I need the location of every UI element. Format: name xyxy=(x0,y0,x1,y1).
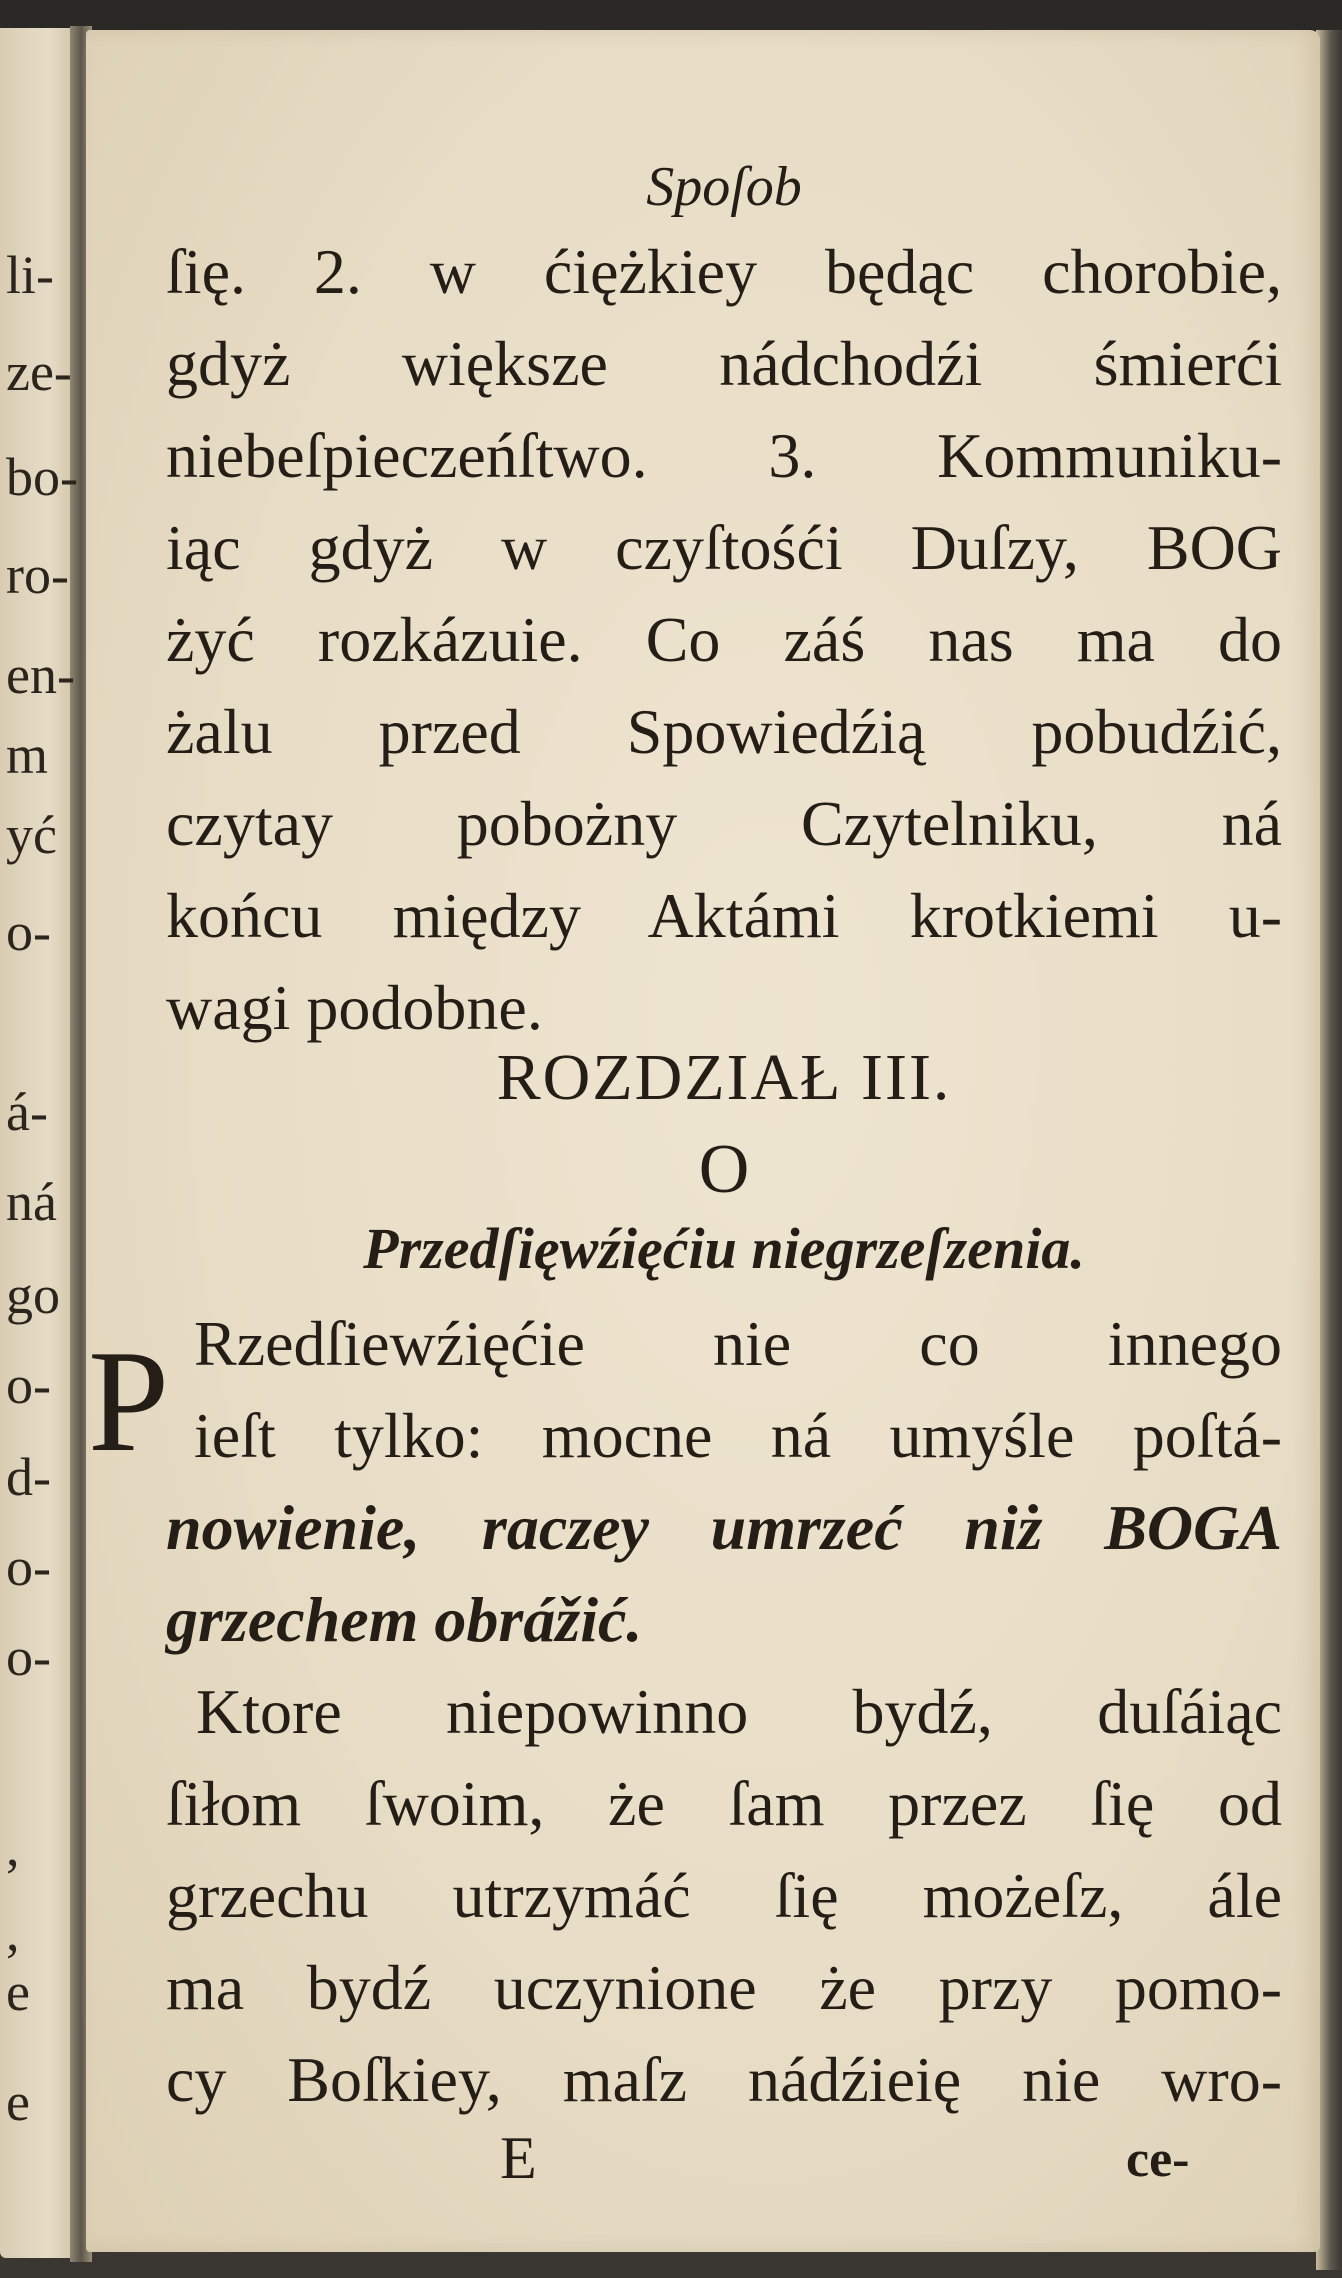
left-fragment: o- xyxy=(6,1537,51,1597)
body-line: czytay pobożny Czytelniku, ná xyxy=(166,788,1282,859)
left-fragment: o- xyxy=(6,1627,51,1687)
catchword: ce- xyxy=(1126,2131,1190,2188)
running-header: Spoſob xyxy=(646,156,802,218)
left-fragment: o- xyxy=(6,1355,51,1415)
left-fragment: e xyxy=(6,1962,30,2022)
left-fragment: en- xyxy=(6,645,75,705)
chapter-number: ROZDZIAŁ III. xyxy=(496,1041,952,1114)
left-fragment: ro- xyxy=(6,545,69,605)
left-fragment: , xyxy=(6,1902,20,1962)
paragraph-line: grzechem obrážić. xyxy=(166,1584,643,1655)
paragraph-line: ma bydź uczynione że przy pomo- xyxy=(166,1952,1282,2023)
left-fragment: go xyxy=(6,1265,60,1325)
chapter-o: O xyxy=(698,1131,750,1208)
left-fragment: li- xyxy=(6,245,54,305)
body-line: ſię. 2. w ćiężkiey będąc chorobie, xyxy=(166,236,1282,307)
body-line: gdyż większe nádchodźi śmierći xyxy=(166,328,1282,399)
left-fragment: bo- xyxy=(6,447,78,507)
paragraph-line: nowienie, raczey umrzeć niż BOGA xyxy=(166,1492,1282,1563)
left-fragment: yć xyxy=(6,805,57,865)
body-line: niebeſpieczeńſtwo. 3. Kommuniku- xyxy=(166,420,1282,491)
left-fragment: , xyxy=(6,1817,20,1877)
drop-capital: P xyxy=(88,1320,170,1482)
paragraph-line: ſiłom ſwoim, że ſam przez ſię od xyxy=(166,1768,1282,1839)
paragraph-line: Ktore niepowinno bydź, duſáiąc xyxy=(196,1676,1282,1747)
scan-background xyxy=(0,0,1342,34)
body-line: końcu między Aktámi krotkiemi u- xyxy=(166,880,1282,951)
main-page xyxy=(86,30,1320,2252)
paragraph-line: ieſt tylko: mocne ná umyśle poſtá- xyxy=(194,1400,1282,1471)
paragraph-line: cy Boſkiey, maſz nádźieię nie wro- xyxy=(166,2044,1282,2115)
body-line: żyć rozkázuie. Co záś nas ma do xyxy=(166,604,1282,675)
left-fragment: ze- xyxy=(6,342,72,402)
body-line: iąc gdyż w czyſtośći Duſzy, BOG xyxy=(166,512,1282,583)
paragraph-line: grzechu utrzymáć ſię możeſz, ále xyxy=(166,1860,1282,1931)
left-fragment: e xyxy=(6,2072,30,2132)
body-line: wagi podobne. xyxy=(166,972,543,1043)
left-fragment: d- xyxy=(6,1447,51,1507)
signature-mark: E xyxy=(500,2125,537,2191)
left-fragment: m xyxy=(6,725,49,785)
paragraph-line: Rzedſiewźięćie nie co innego xyxy=(194,1308,1282,1379)
body-line: żalu przed Spowiedźią pobudźić, xyxy=(166,696,1282,767)
left-fragment: ná xyxy=(6,1172,57,1232)
left-fragment: á- xyxy=(6,1082,48,1142)
chapter-title: Przedſięwźięćiu niegrzeſzenia. xyxy=(363,1216,1085,1281)
left-fragment: o- xyxy=(6,902,51,962)
